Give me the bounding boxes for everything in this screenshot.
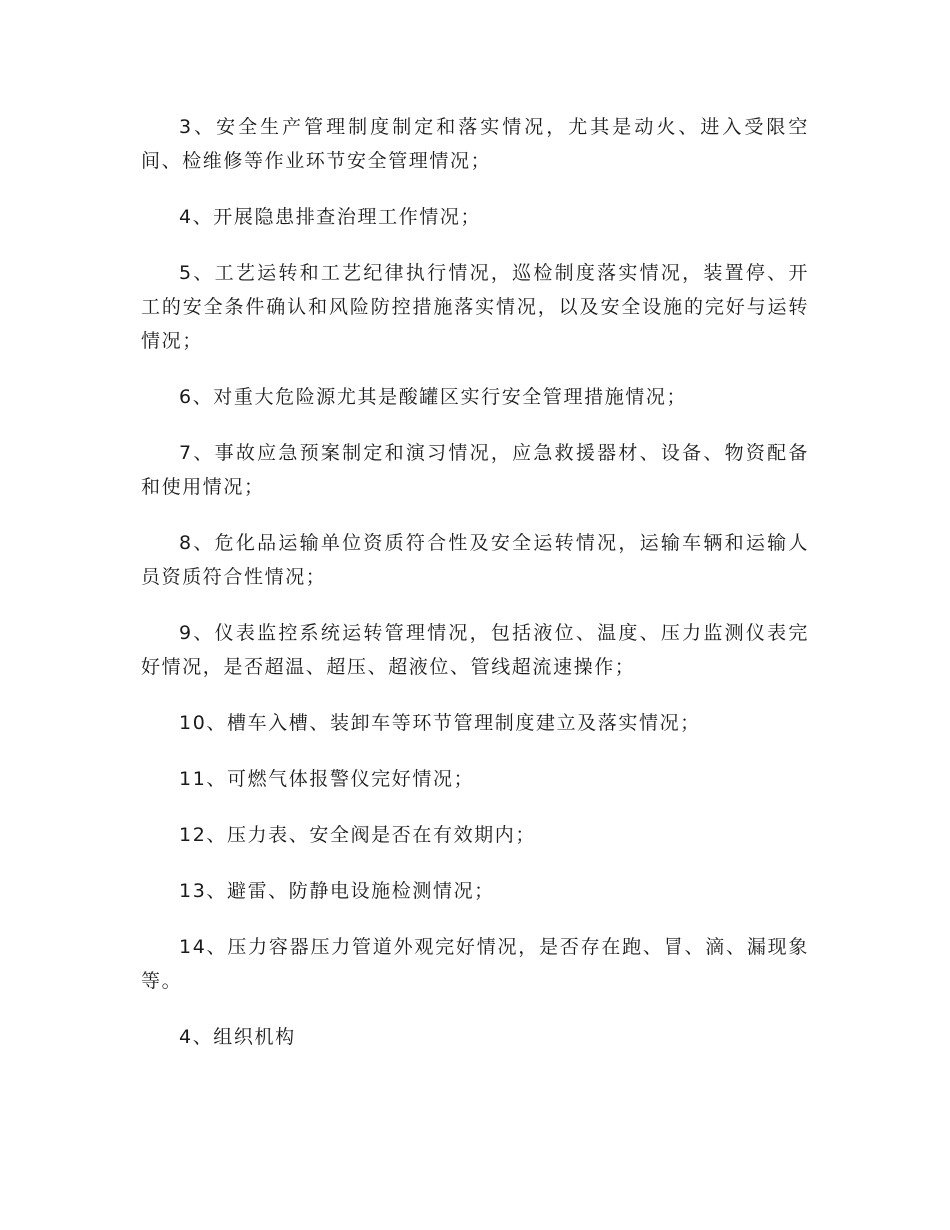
paragraph-item-14: 14、压力容器压力管道外观完好情况，是否存在跑、冒、滴、漏现象等。 (141, 936, 809, 992)
document-body (141, 110, 809, 1076)
paragraph-item-7: 7、事故应急预案制定和演习情况，应急救援器材、设备、物资配备和使用情况； (141, 442, 809, 498)
paragraph-item-3: 3、安全生产管理制度制定和落实情况，尤其是动火、进入受限空间、检维修等作业环节安全管理情况； (141, 116, 809, 172)
paragraph-item-10: 10、槽车入槽、装卸车等环节管理制度建立及落实情况； (179, 712, 701, 734)
paragraph-item-6: 6、对重大危险源尤其是酸罐区实行安全管理措施情况； (179, 386, 688, 408)
paragraph-item-9: 9、仪表监控系统运转管理情况，包括液位、温度、压力监测仪表完好情况，是否超温、超压、超液位、管线超流速操作； (141, 622, 809, 678)
paragraph-item-13: 13、避雷、防静电设施检测情况； (179, 880, 495, 902)
paragraph-item-8: 8、危化品运输单位资质符合性及安全运转情况，运输车辆和运输人员资质符合性情况； (141, 532, 809, 588)
paragraph-item-4: 4、开展隐患排查治理工作情况； (179, 206, 482, 228)
section-heading-organization: 4、组织机构 (179, 1026, 296, 1048)
paragraph-item-5: 5、工艺运转和工艺纪律执行情况，巡检制度落实情况，装置停、开工的安全条件确认和风险防控措施落实情况，以及安全设施的完好与运转情况； (141, 262, 809, 352)
paragraph-item-12: 12、压力表、安全阀是否在有效期内； (179, 824, 536, 846)
paragraph-item-11: 11、可燃气体报警仪完好情况； (179, 768, 475, 790)
